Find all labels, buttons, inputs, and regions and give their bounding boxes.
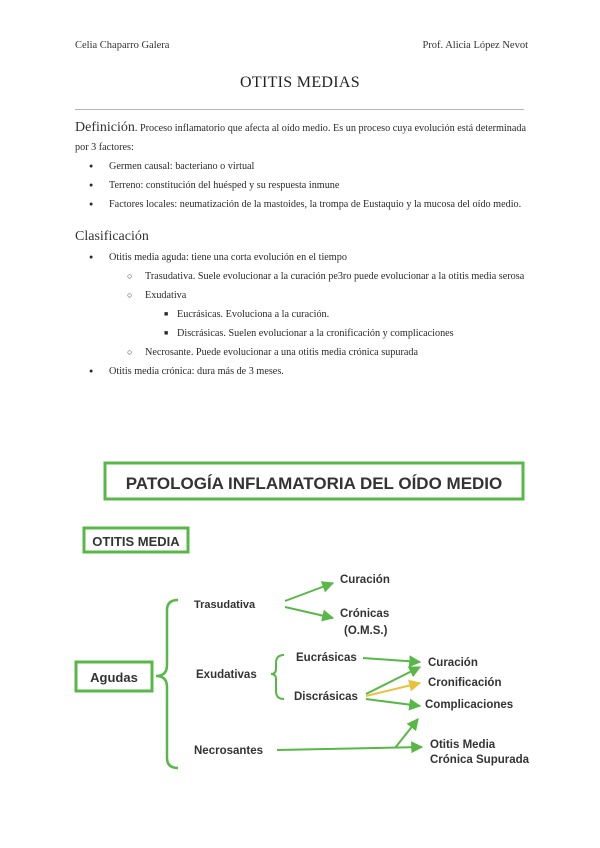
list-item: ● Terreno: constitución del huésped y su respuesta inmune — [75, 176, 526, 195]
definition-paragraph — [75, 118, 526, 157]
root-label: Agudas — [90, 670, 138, 685]
classification-list — [75, 248, 526, 381]
arrow-discrasicas-complicaciones — [366, 699, 420, 706]
exudativas-bracket — [271, 655, 284, 699]
diagram-svg — [70, 455, 560, 795]
arrow-necrosantes-complicaciones — [395, 719, 418, 748]
list-item-chronic: ● Otitis media crónica: dura más de 3 meses. — [75, 362, 526, 381]
list-item-acute — [75, 248, 526, 362]
header-author: Celia Chaparro Galera — [75, 40, 170, 51]
discrasicas-label: Discrásicas — [294, 691, 358, 703]
banner-title: PATOLOGÍA INFLAMATORIA DEL OÍDO MEDIO — [125, 474, 503, 493]
subtitle-label: OTITIS MEDIA — [92, 534, 180, 549]
otitis-cronica-label-line2: Crónica Supurada — [430, 754, 530, 766]
arrow-necrosantes-otitis — [277, 747, 422, 750]
complicaciones-label: Complicaciones — [425, 699, 514, 711]
acute-subtypes — [75, 267, 526, 362]
header-professor: Prof. Alicia López Nevot — [422, 40, 528, 51]
document-body — [75, 118, 526, 381]
list-item: ● Germen causal: bacteriano o virtual — [75, 157, 526, 176]
list-item-trasudativa: ○ Trasudativa. Suele evolucionar a la curación pe3ro puede evolucionar a la otitis media serosa — [75, 267, 526, 286]
list-item-necrosante: ○ Necrosante. Puede evolucionar a una otitis media crónica supurada — [75, 343, 526, 362]
definition-heading: Definición — [75, 120, 135, 135]
eucrasicas-label: Eucrásicas — [296, 652, 357, 664]
definition-text: . Proceso inflamatorio que afecta al oído medio. Es un proceso cuya evolución está determinada por 3 factores: — [75, 123, 526, 153]
list-item-discrasicas: ■ Discrásicas. Suelen evolucionar a la cronificación y complicaciones — [75, 324, 526, 343]
acute-text: Otitis media aguda: tiene una corta evolución en el tiempo — [109, 252, 347, 263]
main-bracket — [156, 600, 178, 768]
list-item-exudativa — [75, 286, 526, 343]
arrow-trasudativa-curacion — [285, 583, 333, 601]
curacion-1-label: Curación — [340, 574, 390, 586]
list-item: ● Factores locales: neumatización de la mastoides, la trompa de Eustaquio y la mucosa del oído medio. — [75, 195, 526, 214]
list-item-eucrasicas: ■ Eucrásicas. Evoluciona a la curación. — [75, 305, 526, 324]
classification-heading: Clasificación — [75, 229, 149, 244]
trasudativa-label: Trasudativa — [194, 599, 256, 611]
exudativas-label: Exudativas — [196, 669, 257, 681]
otitis-cronica-label-line1: Otitis Media — [430, 739, 496, 751]
otitis-diagram — [70, 455, 560, 795]
page-title: OTITIS MEDIAS — [240, 74, 360, 91]
title-divider — [75, 109, 524, 110]
curacion-2-label: Curación — [428, 657, 478, 669]
factors-list — [75, 157, 526, 214]
cronicas-label-line1: Crónicas — [340, 608, 390, 620]
necrosantes-label: Necrosantes — [194, 745, 264, 757]
arrow-eucrasicas-curacion — [363, 658, 420, 662]
cronicas-label-line2: (O.M.S.) — [344, 625, 388, 637]
exudativa-subtypes — [75, 305, 526, 343]
arrow-trasudativa-cronicas — [285, 607, 333, 618]
cronificacion-label: Cronificación — [428, 677, 502, 689]
exudativa-text: Exudativa — [145, 290, 187, 301]
